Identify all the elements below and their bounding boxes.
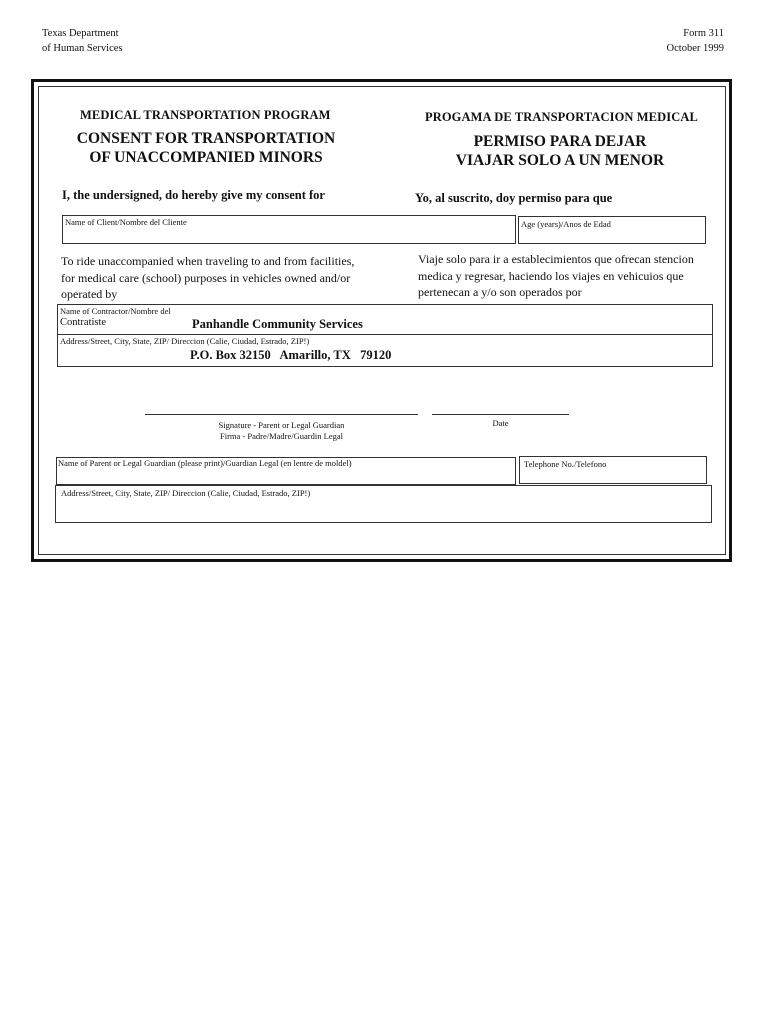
program-title-es: PROGAMA DE TRANSPORTACION MEDICAL — [425, 110, 698, 124]
agency-header — [42, 26, 122, 56]
date-line[interactable] — [432, 414, 569, 415]
consent-lead-en: I, the undersigned, do hereby give my consent for — [62, 188, 325, 202]
form-title-es-line2: VIAJAR SOLO A UN MENOR — [455, 152, 665, 169]
contractor-label-2: Contratiste — [60, 317, 107, 328]
consent-lead-es: Yo, al suscrito, doy permiso para que — [415, 191, 613, 205]
guardian-name-label: Name of Parent or Legal Guardian (please print)/Guardian Legal (en lentre de moldel) — [58, 458, 352, 468]
form-number: Form 311 — [683, 28, 724, 39]
signature-caption — [145, 420, 418, 442]
guardian-address-field[interactable] — [55, 485, 712, 523]
signature-line[interactable] — [145, 414, 418, 415]
form-title-en-line1: CONSENT FOR TRANSPORTATION — [76, 130, 336, 147]
contractor-address-value: P.O. Box 32150 Amarillo, TX 79120 — [190, 348, 392, 362]
date-label: Date — [492, 418, 509, 428]
contractor-address-field[interactable] — [57, 334, 713, 367]
form-title-es — [420, 132, 700, 170]
agency-line-2: of Human Services — [42, 43, 123, 54]
form-title-en — [58, 129, 354, 167]
contractor-name-field[interactable] — [57, 304, 713, 336]
contractor-name-value: Panhandle Community Services — [192, 317, 363, 331]
telephone-label: Telephone No./Telefono — [524, 459, 607, 469]
form-id-header — [667, 26, 724, 56]
signature-label-es: Firma - Padre/Madre/Guardin Legal — [220, 431, 343, 441]
form-title-es-line1: PERMISO PARA DEJAR — [473, 133, 647, 150]
client-name-label: Name of Client/Nombre del Cliente — [65, 217, 187, 227]
program-title-en: MEDICAL TRANSPORTATION PROGRAM — [80, 108, 331, 122]
guardian-address-label: Address/Street, City, State, ZIP/ Direccion (Calie, Ciudad, Estrado, ZIP!) — [61, 488, 311, 498]
agency-line-1: Texas Department — [42, 28, 119, 39]
ride-text-es: Viaje solo para ir a establecimientos que ofrecan stencion medica y regresar, haciendo los viajes en vehicuios que pertenecan a y/o son operados por — [418, 252, 694, 299]
contractor-label: Name of Contractor/Nombre del — [60, 306, 171, 316]
telephone-field[interactable] — [519, 456, 707, 484]
client-name-field[interactable] — [62, 215, 516, 244]
ride-text-en: To ride unaccompanied when traveling to and from facilities, for medical care (school) purposes in vehicles owned and/or operated by — [61, 254, 355, 301]
form-date: October 1999 — [666, 43, 724, 54]
contractor-address-label: Address/Street, City, State, ZIP/ Direccion (Calie, Ciudad, Estrado, ZIP!) — [60, 336, 310, 346]
age-field[interactable] — [518, 216, 706, 244]
guardian-name-field[interactable] — [56, 457, 516, 485]
age-label: Age (years)/Anos de Edad — [521, 219, 611, 229]
form-title-en-line2: OF UNACCOMPANIED MINORS — [89, 149, 323, 166]
signature-label-en: Signature - Parent or Legal Guardian — [218, 420, 345, 430]
